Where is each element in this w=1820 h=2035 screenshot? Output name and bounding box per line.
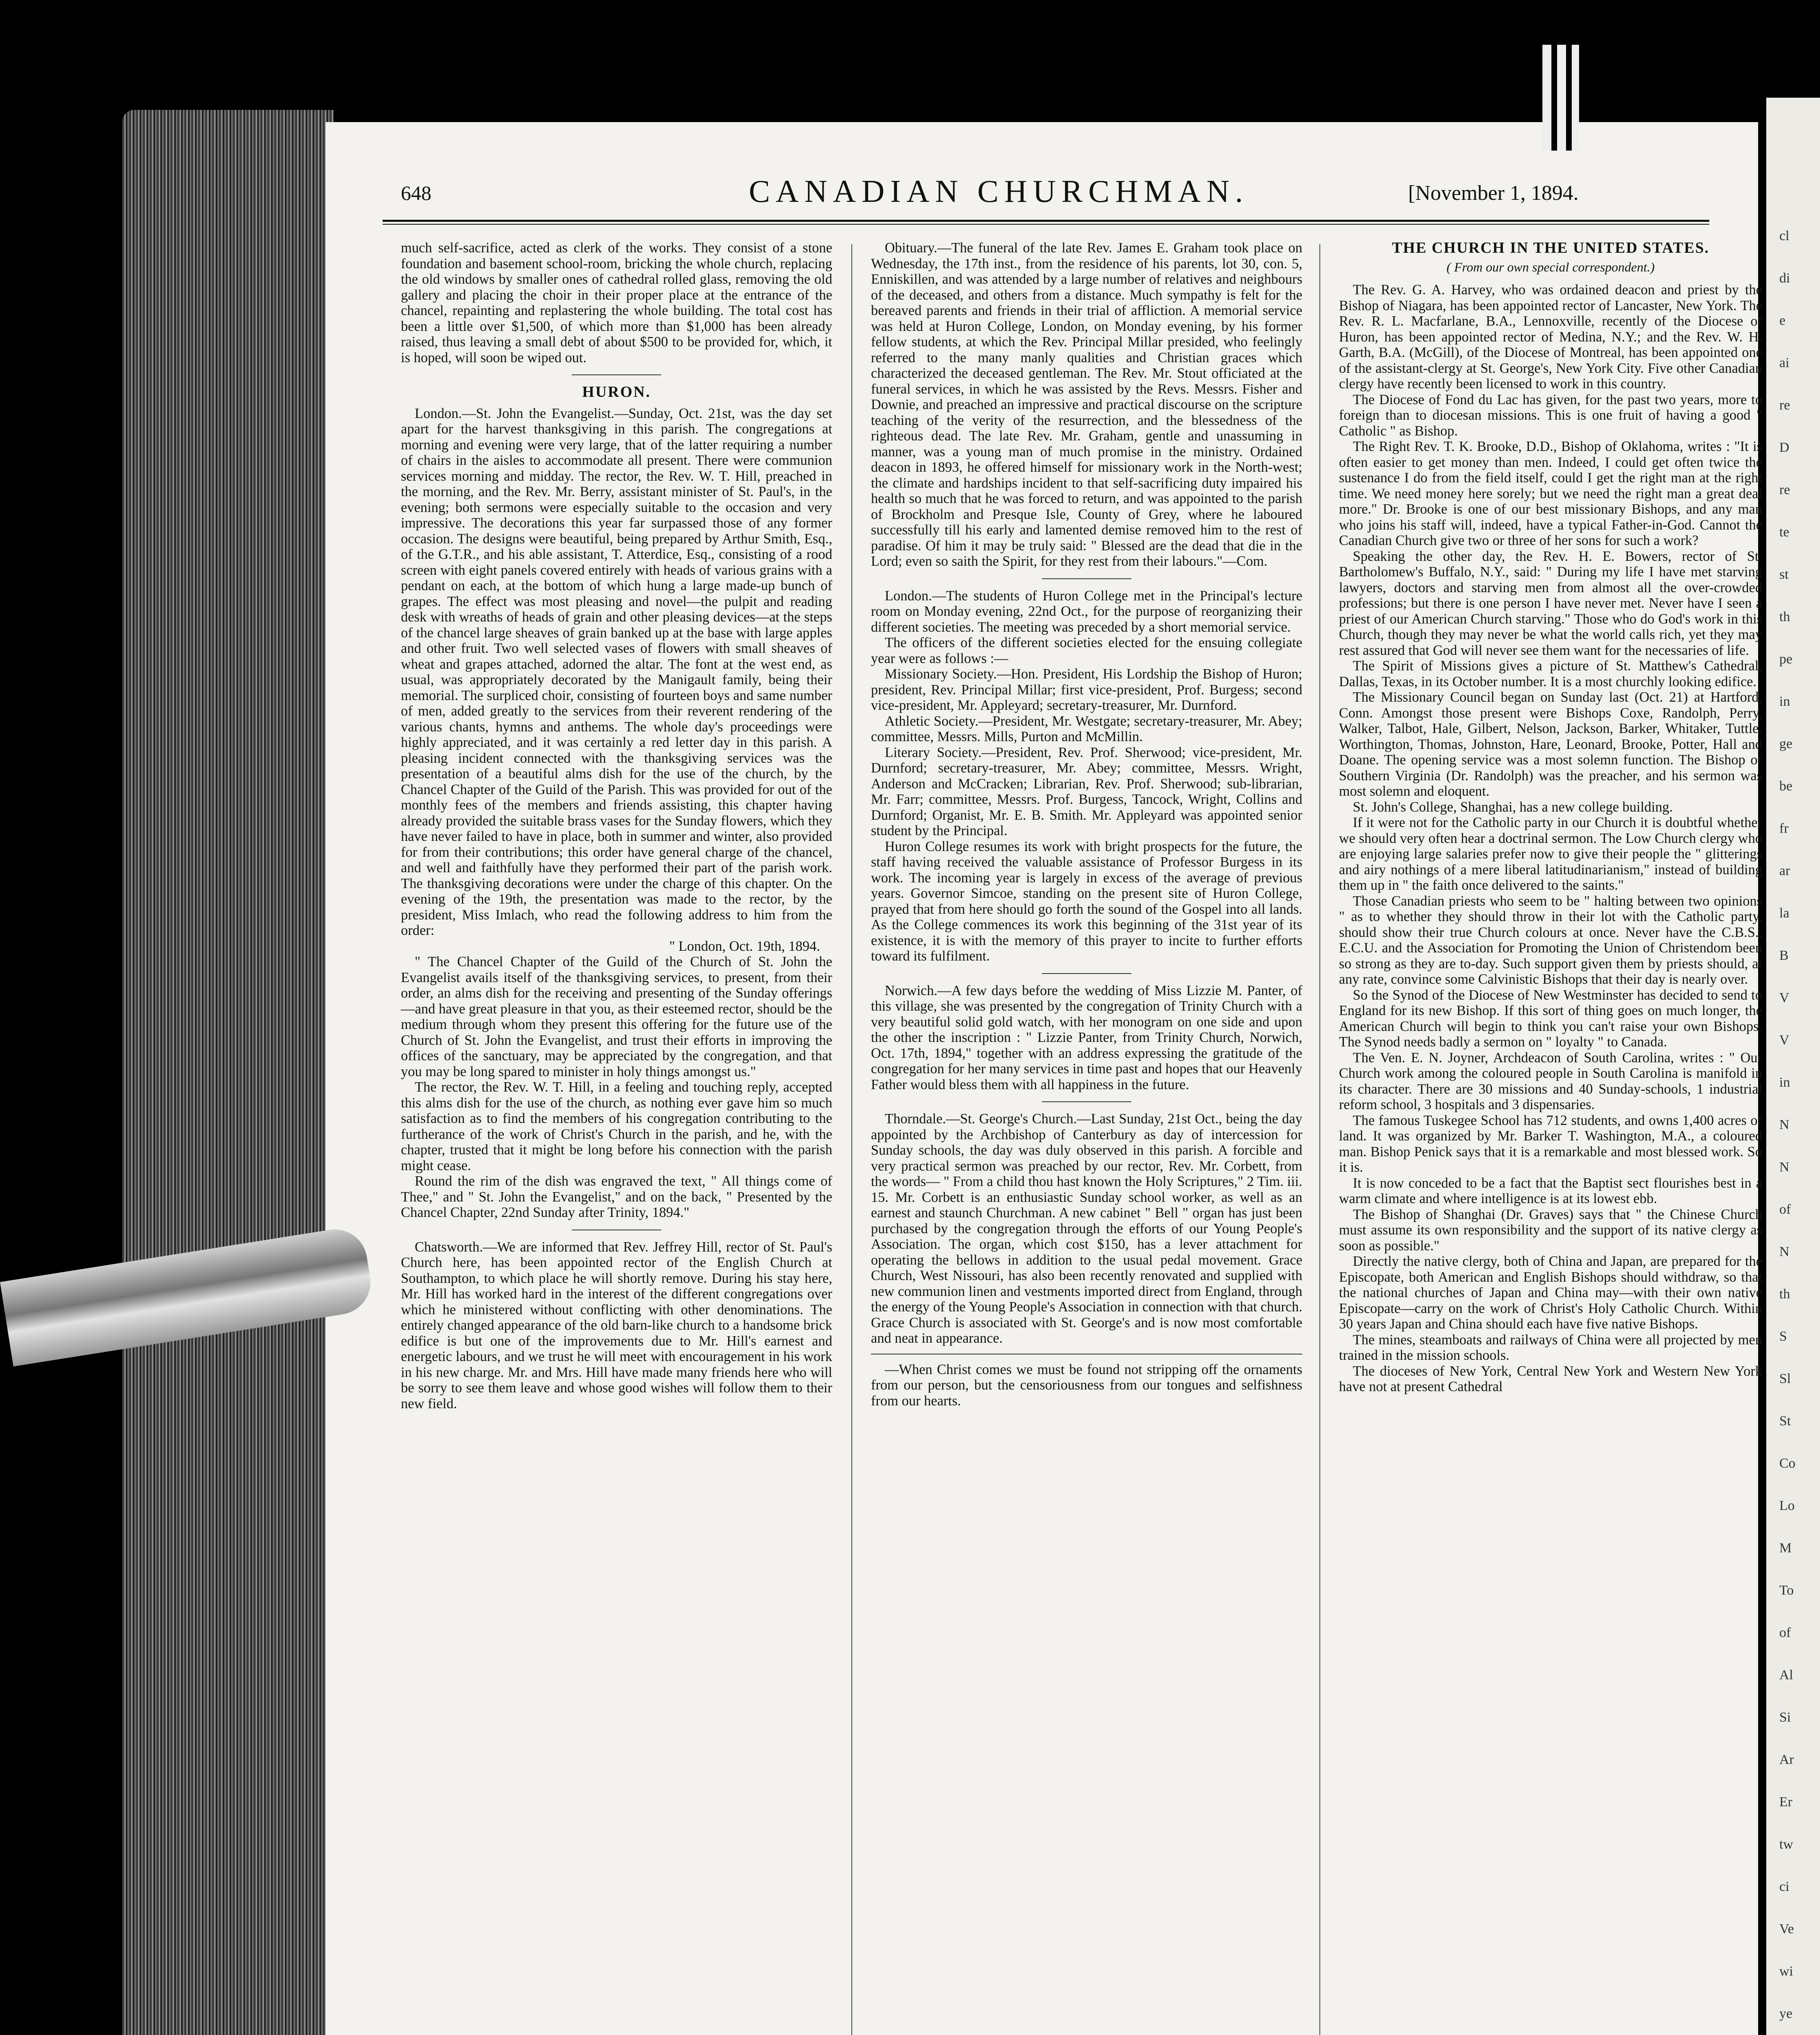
facing-page-fragment: th [1779,1287,1790,1302]
facing-page-fragments [1779,228,1816,2035]
facing-page-fragment: ye [1779,2006,1793,2021]
article-paragraph: Thorndale.—St. George's Church.—Last Sunday, 21st Oct., being the day appointed by the Archbishop of Canterbury as day of intercession for Sunday schools, the day was duly observed in this parish. A forcible and very practical sermon was preached by our rector, Rev. Mr. Corbett, from the words— " From a child thou hast known the Holy Scriptures," 2 Tim. iii. 15. Mr. Corbett is an enthusiastic Sunday school worker, as well as an earnest and staunch Churchman. A new cabinet " Bell " organ has just been purchased by the congregation through the efforts of our Young People's Association. The organ, which cost $150, has a lever attachment for operating the bellows in addition to the usual pedal movement. Grace Church, West Nissouri, has also been recently renovated and supplied with new communion linen and vestments imported direct from England, through the energy of the Young People's Association in connection with that church. Grace Church is associated with St. George's and is now most comfortable and neat in appearance. [871,1111,1302,1346]
facing-page-fragment: th [1779,609,1790,624]
facing-page-fragment: tw [1779,1837,1793,1852]
article-paragraph: The Diocese of Fond du Lac has given, for the past two years, more to foreign than to diocesan missions. This is one fruit of having a good " Catholic " as Bishop. [1339,392,1762,439]
article-paragraph: The Ven. E. N. Joyner, Archdeacon of South Carolina, writes : " Our Church work among the coloured people in South Carolina is manifold in its character. There are 30 missions and 40 Sunday-schools, 1 industrial reform school, 3 hospitals and 3 dispensaries. [1339,1050,1762,1112]
facing-page-fragment: Lo [1779,1498,1795,1513]
column-divider [851,244,852,2035]
facing-page-fragment: re [1779,482,1790,497]
facing-page-fragment: Sl [1779,1371,1791,1386]
facing-page-fragment: Ar [1779,1752,1794,1767]
facing-page-fragment: in [1779,694,1790,709]
binding-clip-top [1542,45,1579,151]
article-paragraph: Obituary.—The funeral of the late Rev. James E. Graham took place on Wednesday, the 17th inst., from the residence of his parents, lot 30, con. 5, Enniskillen, and was attended by a large number of relatives and neighbours of the deceased, and others from a distance. Much sympathy is felt for the bereaved parents and friends in their trial of affliction. A memorial service was held at Huron College, London, on Monday evening, by his former fellow students, at which the Rev. Principal Millar presided, who feelingly referred to the many manly qualities and Christian graces which characterized the deceased gentleman. The Rev. Mr. Stout officiated at the funeral services, in which he was assisted by the Revs. Messrs. Fisher and Downie, and preached an impressive and practical discourse on the scripture teaching of the verity of the resurrection, and the blessedness of the righteous dead. The late Rev. Mr. Graham, gentle and unassuming in manner, was a young man of much promise in the ministry. Ordained deacon in 1893, he offered himself for missionary work in the North-west; the climate and hardships incident to that self-sacrificing duty impaired his health so much that he was forced to return, and was appointed to the parish of Brockholm and Presque Isle, County of Grey, where he laboured successfully till his early and lamented demise removed him to the rest of paradise. Of him it may be truly said: " Blessed are the dead that die in the Lord; even so saith the Spirit, for they rest from their labours."—Com. [871,240,1302,569]
section-subheading: ( From our own special correspondent.) [1446,259,1655,274]
facing-page-fragment: be [1779,779,1793,794]
facing-page-fragment: Co [1779,1456,1796,1471]
article-paragraph: much self-sacrifice, acted as clerk of the works. They consist of a stone foundation and basement school-room, bricking the whole church, replacing the old windows by smaller ones of cathedral rolled glass, removing the old gallery and placing the choir in their proper place at the entrance of the chancel, repainting and replastering the whole building. The total cost has been a little over $1,500, of which more than $1,000 has been already raised, thus leaving a small debt of about $500 to be provided for, which, it is hoped, will soon be wiped out. [401,240,832,365]
column-three [1339,240,1762,1395]
facing-page-fragment: di [1779,271,1790,286]
article-paragraph: So the Synod of the Diocese of New Westminster has decided to send to England for its new Bishop. If this sort of thing goes on much longer, the American Church will begin to think you can't raise your own Bishops. The Synod needs badly a sermon on " loyalty " to Canada. [1339,987,1762,1050]
article-paragraph: St. John's College, Shanghai, has a new college building. [1353,799,1673,815]
article-paragraph: The officers of the different societies elected for the ensuing collegiate year were as follows :— [871,635,1302,666]
article-paragraph: London.—St. John the Evangelist.—Sunday, Oct. 21st, was the day set apart for the harvest thanksgiving in this parish. The congregations at morning and evening were very large, that of the latter requiring a number of chairs in the aisles to accommodate all present. There were communion services morning and midday. The rector, the Rev. W. T. Hill, preached in the morning, and the Rev. Mr. Berry, assistant minister of St. Paul's, in the evening; both sermons were especially suitable to the occasion and very impressive. The decorations this year far surpassed those of any former occasion. The designs were beautiful, being prepared by Arthur Smith, Esq., of the G.T.R., and his able assistant, T. Atterdice, Esq., consisting of a rood screen with eight panels covered entirely with heads of various grains with a pendant on each, at the bottom of which hung a large made-up bunch of grapes. The effect was most pleasing and novel—the pulpit and reading desk with wreaths of heads of grain and other pleasing devices—at the steps of the chancel large sheaves of grain banked up at the base with large apples and other fruit. Two well selected vases of flowers with small sheaves of wheat and grapes attached, adorned the altar. The font at the west end, as usual, was appropriately decorated by the Manigault family, being their memorial. The surpliced choir, consisting of fourteen boys and same number of men, added greatly to the services from their reverent rendering of the various chants, hymns and anthems. The whole day's proceedings were highly appreciated, and it was certainly a red letter day in this parish. A pleasing incident connected with the thanksgiving services was the presentation of a beautiful alms dish for the use of the church, by the Chancel Chapter of the Guild of the Parish. This was provided for out of the monthly fees of the members and friends assisting, this chapter having already provided the suitable brass vases for the Sunday flowers, which they have never failed to have in place, both in summer and winter, also provided for from their contributions; this order have general charge of the chancel, and well and faithfully have they performed their part of the parish work. The thanksgiving decorations were under the charge of this chapter. On the evening of the 19th, the presentation was made to the rector, by the president, Miss Imlach, who read the following address to him from the order: [401,405,832,938]
article-paragraph: The Right Rev. T. K. Brooke, D.D., Bishop of Oklahoma, writes : "It is often easier to get money than men. Indeed, I could get often twice the sustenance I do from the field itself, could I get the right man at the right time. We need money here sorely; but we need the right man a great deal more." Dr. Brooke is one of our best missionary Bishops, and any man who joins his staff will, indeed, have a typical Father-in-God. Cannot the Canadian Church give two or three of her sons for such a work? [1339,439,1762,548]
facing-page-fragment: V [1779,990,1789,1005]
article-paragraph: The mines, steamboats and railways of China were all projected by men trained in the mission schools. [1339,1332,1762,1363]
facing-page-fragment: fr [1779,821,1789,836]
section-heading: THE CHURCH IN THE UNITED STATES. [1392,239,1709,256]
facing-page-fragment: ci [1779,1879,1789,1894]
issue-date: [November 1, 1894. [1408,182,1579,205]
facing-page-fragment: e [1779,313,1786,328]
facing-page-fragment: st [1779,567,1789,582]
article-paragraph: " The Chancel Chapter of the Guild of the Church of St. John the Evangelist avails itself of the thanksgiving services, to present, from their order, an alms dish for the receiving and presenting of the Sunday offerings—and have great pleasure in that you, as their esteemed rector, should be the medium through whom they present this offering for the future use of the Church of St. John the Evangelist, and trust their efforts in improving the offices of the sanctuary, may be appreciated by the congregation, and that you may be long spared to minister in holy things amongst us." [401,954,832,1079]
article-paragraph: London.—The students of Huron College met in the Principal's lecture room on Monday evening, 22nd Oct., for the purpose of reorganizing their different societies. The meeting was preceded by a short memorial service. [871,588,1302,635]
article-paragraph: The Bishop of Shanghai (Dr. Graves) says that " the Chinese Church must assume its own responsibility and the support of its native clergy as soon as possible." [1339,1206,1762,1254]
facing-page-fragment: N [1779,1160,1789,1175]
section-rule [1042,1101,1131,1102]
column-one [401,240,832,1411]
article-paragraph: The famous Tuskegee School has 712 students, and owns 1,400 acres of land. It was organized by Mr. Barker T. Washington, M.A., a coloured man. Bishop Penick says that it is a remarkable and most blessed work. So it is. [1339,1112,1762,1175]
section-heading: HURON. [582,383,651,400]
article-paragraph: The Missionary Council began on Sunday last (Oct. 21) at Hartford, Conn. Amongst those present were Bishops Coxe, Randolph, Perry, Walker, Talbot, Hale, Gilbert, Nelson, Jackson, Barker, Whitaker, Tuttle, Worthington, Thomas, Johnston, Hare, Leonard, Brooke, Potter, Hall and Doane. The opening service was a most solemn function. The Bishop of Southern Virginia (Dr. Randolph) was the preacher, and his sermon was most solemn and eloquent. [1339,689,1762,799]
article-paragraph: Literary Society.—President, Rev. Prof. Sherwood; vice-president, Mr. Durnford; secretary-treasurer, Mr. Abey; committee, Messrs. Wright, Anderson and McCracken; Librarian, Rev. Prof. Sherwood; sub-librarian, Mr. Farr; committee, Messrs. Prof. Burgess, Tancock, Wright, Collins and Durnford; Organist, Mr. E. B. Smith. Mr. Appleyard was appointed senior student by the Principal. [871,744,1302,838]
facing-page-fragment: N [1779,1117,1789,1132]
article-paragraph: Chatsworth.—We are informed that Rev. Jeffrey Hill, rector of St. Paul's Church here, has been appointed rector of the English Church at Southampton, to which place he will shortly remove. During his stay here, Mr. Hill has worked hard in the interest of the different congregations over which he ministered without conflicting with other denominations. The entirely changed appearance of the old barn-like church to a handsome brick edifice is but one of the improvements due to Mr. Hill's earnest and energetic labours, and we trust he will meet with encouragement in his work in his new charge. Mr. and Mrs. Hill have made many friends here who will be sorry to see them leave and whose good wishes will follow them to their new field. [401,1239,832,1411]
facing-page-fragment: B [1779,948,1789,963]
column-divider [1319,244,1320,2035]
facing-page-fragment: To [1779,1583,1794,1598]
facing-page-fragment: D [1779,440,1789,455]
header-rule [383,220,1709,222]
article-paragraph: Missionary Society.—Hon. President, His Lordship the Bishop of Huron; president, Rev. Principal Millar; first vice-president, Prof. Burgess; second vice-president, Mr. Appleyard; secretary-treasurer, Mr. Durnford. [871,666,1302,713]
facing-page-fragment: Er [1779,1794,1793,1810]
article-paragraph: The dioceses of New York, Central New York and Western New York have not at present Cathedral [1339,1363,1762,1394]
article-paragraph: Round the rim of the dish was engraved the text, " All things come of Thee," and " St. John the Evangelist," and on the back, " Presented by the Chancel Chapter, 22nd Sunday after Trinity, 1894." [401,1173,832,1220]
facing-page-fragment: N [1779,1244,1789,1259]
facing-page-fragment: la [1779,906,1789,921]
facing-page-fragment: St [1779,1414,1791,1429]
article-paragraph: Athletic Society.—President, Mr. Westgate; secretary-treasurer, Mr. Abey; committee, Messrs. Mills, Purton and McMillin. [871,713,1302,744]
article-paragraph: Norwich.—A few days before the wedding of Miss Lizzie M. Panter, of this village, she was presented by the congregation of Trinity Church with a very beautiful solid gold watch, with her monogram on one side and upon the other the inscription : " Lizzie Panter, from Trinity Church, Norwich, Oct. 17th, 1894," together with an address expressing the gratitude of the congregation for her many services in time past and hopes that our Heavenly Father would bless them with all happiness in the future. [871,982,1302,1092]
address-date: " London, Oct. 19th, 1894. [669,938,820,954]
article-paragraph: The Rev. G. A. Harvey, who was ordained deacon and priest by the Bishop of Niagara, has been appointed rector of Lancaster, New York. The Rev. R. L. Macfarlane, B.A., Lennoxville, recently of the Diocese of Huron, has been appointed rector of Medina, N.Y.; and the Rev. W. H. Garth, B.A. (McGill), of the Diocese of Montreal, has been appointed one of the assistant-clergy at St. George's, New York City. Five other Canadian clergy have recently been licensed to work in this country. [1339,282,1762,392]
column-two [871,240,1302,1409]
facing-page-fragment: Si [1779,1710,1791,1725]
masthead-title: CANADIAN CHURCHMAN. [749,173,1249,209]
book-page-edges [122,110,334,2035]
article-paragraph: The Spirit of Missions gives a picture of St. Matthew's Cathedral, Dallas, Texas, in its October number. It is a most churchly looking edifice. [1339,658,1762,689]
header-rule-thin [383,224,1709,225]
facing-page-fragment: Al [1779,1667,1793,1683]
facing-page-fragment: Ve [1779,1921,1794,1937]
facing-page-fragment: ai [1779,355,1789,370]
facing-page-fragment: of [1779,1202,1791,1217]
article-paragraph: —When Christ comes we must be found not stripping off the ornaments from our person, but the censoriousness from our tongues and selfishness from our hearts. [871,1361,1302,1409]
facing-page-fragment: te [1779,525,1789,540]
article-paragraph: Directly the native clergy, both of China and Japan, are prepared for the Episcopate, both American and English Bishops should withdraw, so that the national churches of Japan and China may—with their own native Episcopate—carry on the work of Christ's Holy Catholic Church. Within 30 years Japan and China should each have five native Bishops. [1339,1254,1762,1332]
facing-page-fragment: re [1779,398,1790,413]
facing-page-fragment: cl [1779,228,1789,243]
facing-page-fragment: ar [1779,863,1790,878]
facing-page-fragment: S [1779,1329,1787,1344]
article-paragraph: Speaking the other day, the Rev. H. E. Bowers, rector of St. Bartholomew's Buffalo, N.Y., said: " During my life I have met starving lawyers, doctors and starving men from almost all the over-crowded professions; but there is one person I have never met. Never have I seen a priest of our American Church starving." Those who do God's work in this Church, though they may never be what the world calls rich, yet they may rest assured that God will never see them want for the necessaries of life. [1339,548,1762,658]
facing-page-fragment: wi [1779,1964,1793,1979]
section-rule [572,374,661,375]
section-rule [1042,578,1131,579]
facing-page-fragment: of [1779,1625,1791,1640]
facing-page-fragment: in [1779,1075,1790,1090]
article-paragraph: It is now conceded to be a fact that the Baptist sect flourishes best in a warm climate and where intelligence is at its lowest ebb. [1339,1175,1762,1206]
article-paragraph: Huron College resumes its work with bright prospects for the future, the staff having received the valuable assistance of Professor Burgess in its work. The incoming year is largely in excess of the average of previous years. Governor Simcoe, standing on the present site of Huron College, prayed that from here should go forth the sound of the Gospel into all lands. As the College commences its work this beginning of the 31st year of its existence, it is with the memory of this prayer to incite to further efforts toward its fulfilment. [871,838,1302,964]
page-number: 648 [401,182,431,204]
section-rule [1042,973,1131,974]
facing-page-fragment: pe [1779,652,1793,667]
facing-page-fragment: V [1779,1033,1789,1048]
article-paragraph: The rector, the Rev. W. T. Hill, in a feeling and touching reply, accepted this alms dish for the use of the church, as nothing ever gave him so much satisfaction as to find the members of his congregation contributing to the furtherance of the work of Christ's Church in the parish, and he, with the chapter, trusted that it might be long before his connection with the parish might cease. [401,1079,832,1173]
facing-page-fragment: ge [1779,736,1793,751]
article-paragraph: Those Canadian priests who seem to be " halting between two opinions " as to whether they should throw in their lot with the Catholic party, should show their true Church colours at once. Never have the C.B.S., E.C.U. and the Association for Promoting the Union of Christendom been so strong as they are to-day. Such support given them by priests should, at any rate, convince some Calvinistic Bishops that their day is nearly over. [1339,893,1762,987]
article-paragraph: If it were not for the Catholic party in our Church it is doubtful whether we should very often hear a doctrinal sermon. The Low Church clergy who are enjoying large salaries prefer now to give their people the " glitterings and airy nothings of a mere liberal latitudinarianism," instead of building them up in " the faith once delivered to the saints." [1339,815,1762,893]
facing-page-fragment: M [1779,1540,1792,1556]
